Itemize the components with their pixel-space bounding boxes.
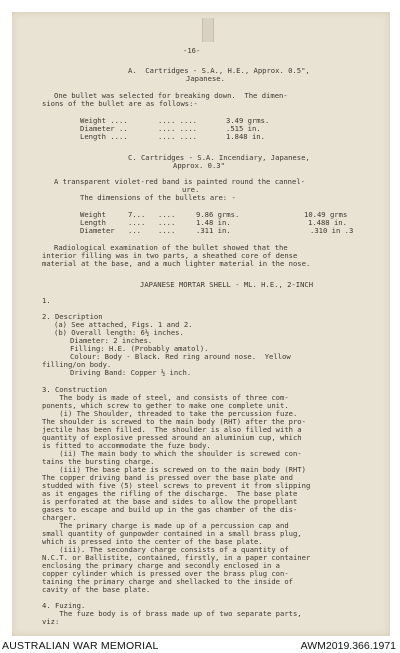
- row-dots: ...: [128, 226, 141, 235]
- footer-bar: [0, 638, 400, 653]
- fuzing-heading: 4. Fuzing.: [42, 601, 86, 610]
- construction-line: enclosing the primary charge and secondly enclosed in a: [42, 561, 280, 570]
- row-label: Diameter ..: [80, 124, 128, 133]
- row-value: 9.86 grms.: [196, 210, 240, 219]
- description-line: filling/on body.: [42, 360, 112, 369]
- construction-line: (iii) The base plate is screwed on to the main body (RHT): [42, 465, 306, 474]
- construction-line: gases to escape and build up in the gas chamber of the dis-: [42, 505, 298, 514]
- construction-line: The shoulder is screwed to the main body (RHT) after the pro-: [42, 417, 306, 426]
- description-line: Diameter: 2 inches.: [70, 336, 153, 345]
- page-number: -16-: [183, 46, 201, 55]
- section-c-heading-2: Approx. 0.3": [173, 161, 225, 170]
- binding-tab: [202, 18, 214, 42]
- construction-line: which is pressed into the center of the base plate.: [42, 537, 263, 546]
- construction-line: tains the bursting charge.: [42, 457, 155, 466]
- item-number: 1.: [42, 296, 51, 305]
- row-dots: ....: [158, 226, 176, 235]
- construction-line: is fitted to accommodate the fuze body.: [42, 441, 211, 450]
- row-value: 3.49 grms.: [226, 116, 270, 125]
- construction-line: taining the primary charge and shellacked to the inside of: [42, 577, 293, 586]
- mortar-title: JAPANESE MORTAR SHELL - ML. H.E., 2-INCH: [140, 280, 314, 289]
- description-line: Colour: Body - Black. Red ring around nose. Yellow: [70, 352, 291, 361]
- row-dots: 7...: [128, 210, 146, 219]
- construction-line: jectile has been filled. The shoulder is also filled with a: [42, 425, 302, 434]
- footer-institution: AUSTRALIAN WAR MEMORIAL: [2, 640, 159, 652]
- construction-line: copper cylinder which is pressed over the brass plug con-: [42, 569, 289, 578]
- row-label: Diameter: [80, 226, 115, 235]
- row-dots: .... ....: [158, 132, 197, 141]
- construction-line: charger.: [42, 513, 77, 522]
- section-c-heading: C. Cartridges - S.A. Incendiary, Japanese,: [128, 153, 310, 162]
- construction-line: (i) The Shoulder, threaded to take the percussion fuze.: [42, 409, 298, 418]
- row-value: 1.488 in.: [308, 218, 347, 227]
- row-label: Length: [80, 218, 106, 227]
- description-line: (b) Overall length: 6½ inches.: [54, 328, 184, 337]
- construction-line: ponents, which screw to gether to make one complete unit.: [42, 401, 289, 410]
- section-a-heading: A. Cartridges - S.A., H.E., Approx. 0.5",: [128, 66, 310, 75]
- row-value: 1.48 in.: [196, 218, 231, 227]
- construction-line: (ii) The main body to which the shoulder is screwed con-: [42, 449, 302, 458]
- row-label: Weight: [80, 210, 106, 219]
- construction-line: studded with five (5) steel screws to prevent it from slipping: [42, 481, 311, 490]
- construction-line: The copper driving band is pressed over the base plate and: [42, 473, 293, 482]
- row-dots: ....: [128, 218, 146, 227]
- row-label: Weight ....: [80, 116, 128, 125]
- row-value: 10.49 grms: [304, 210, 348, 219]
- construction-line: small quantity of gunpowder contained in a small brass plug,: [42, 529, 302, 538]
- row-value: .311 in.: [196, 226, 231, 235]
- section-a-intro-1: One bullet was selected for breaking down. The dimen-: [54, 91, 288, 100]
- construction-line: N.C.T. or Ballistite, contained, firstly, in a paper container: [42, 553, 311, 562]
- description-heading: 2. Description: [42, 312, 103, 321]
- row-label: Length ....: [80, 132, 128, 141]
- row-dots: ....: [158, 210, 176, 219]
- description-line: (a) See attached, Figs. 1 and 2.: [54, 320, 193, 329]
- description-line: Filling: H.E. (Probably amatol).: [70, 344, 209, 353]
- row-dots: ....: [158, 218, 176, 227]
- row-value: .310 in .3: [310, 226, 354, 235]
- construction-line: (iii). The secondary charge consists of a quantity of: [42, 545, 289, 554]
- construction-line: cavity of the base plate.: [42, 585, 151, 594]
- construction-line: The primary charge is made up of a percussion cap and: [42, 521, 289, 530]
- footer-accession-number: AWM2019.366.1971: [300, 640, 396, 652]
- row-dots: .... ....: [158, 116, 197, 125]
- construction-line: as it engages the rifling of the discharge. The base plate: [42, 489, 298, 498]
- fuzing-line: The fuze body is of brass made up of two separate parts,: [42, 609, 302, 618]
- row-value: 1.848 in.: [226, 132, 265, 141]
- row-dots: .... ....: [158, 124, 197, 133]
- construction-heading: 3. Construction: [42, 385, 107, 394]
- row-value: .515 in.: [226, 124, 261, 133]
- section-a-intro-2: sions of the bullet are as follows:-: [42, 99, 198, 108]
- description-line: Driving Band: Copper ½ inch.: [70, 368, 192, 377]
- construction-line: quantity of explosive pressed around an aluminium cup, which: [42, 433, 302, 442]
- construction-line: is perforated at the base and sides to allow the propellant: [42, 497, 298, 506]
- section-c-intro-1: A transparent violet-red band is painted round the cannel-: [54, 177, 305, 186]
- construction-line: The body is made of steel, and consists of three com-: [42, 393, 289, 402]
- section-a-heading-2: Japanese.: [186, 74, 225, 83]
- radiology-line: material at the base, and a much lighter material in the nose.: [42, 259, 311, 268]
- fuzing-line: viz:: [42, 617, 60, 626]
- radiology-line: Radiological examination of the bullet showed that the: [54, 243, 288, 252]
- section-c-intro-2: ure.: [182, 185, 200, 194]
- radiology-line: interior filling was in two parts, a sheathed core of dense: [42, 251, 298, 260]
- dims-intro: The dimensions of the bullets are: -: [80, 193, 236, 202]
